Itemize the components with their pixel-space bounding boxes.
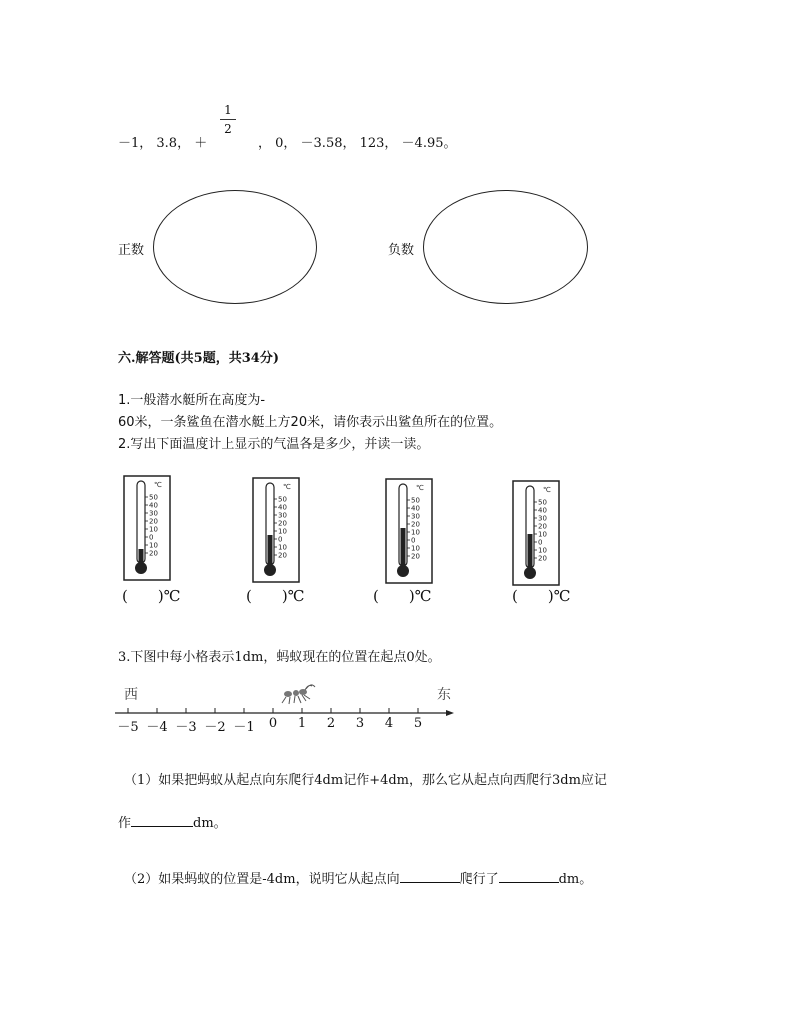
numbers-line — [118, 132, 207, 151]
ant-icon — [282, 685, 315, 704]
thermometer-tick-label: 50 — [149, 493, 158, 502]
thermometer-tick-label: 20 — [411, 552, 420, 561]
thermometer-tick-label: 30 — [149, 509, 158, 518]
fraction-bar — [220, 119, 236, 120]
number-line-tick-label: 5 — [413, 716, 423, 731]
q3-sub2-blank-direction[interactable] — [400, 870, 460, 883]
thermometer-tick-label: 20 — [538, 554, 547, 563]
q3-sub1-blank[interactable] — [131, 814, 193, 827]
answer-4[interactable]: ( )℃ — [512, 587, 571, 605]
positive-label: 正数 — [118, 243, 145, 258]
thermometer-tick-label: 10 — [149, 541, 158, 550]
thermometer-2 — [252, 477, 300, 583]
number-line-tick-label: 3 — [355, 716, 365, 731]
answer-1[interactable]: ( )℃ — [122, 587, 181, 605]
thermometer-tick-label: 10 — [411, 544, 420, 553]
thermometer-tick-label: 30 — [411, 512, 420, 521]
thermometer-tick-label: 0 — [278, 535, 283, 544]
thermometer-frame — [513, 481, 559, 585]
thermometer-tick-label: 20 — [538, 522, 547, 531]
numbers-part2-wrap — [258, 132, 457, 151]
q1-line2: 60米，一条鲨鱼在潜水艇上方20米，请你表示出鲨鱼所在的位置。 — [118, 415, 503, 430]
thermometer-mercury — [528, 534, 533, 571]
thermometer-tick-label: 0 — [411, 536, 416, 545]
thermometer-tick-label: 0 — [538, 538, 543, 547]
thermometer-unit: ℃ — [416, 484, 424, 492]
q3-sub2-line — [124, 868, 592, 887]
east-label: 东 — [437, 687, 451, 703]
thermometer-unit: ℃ — [543, 486, 551, 494]
fraction-numerator: 1 — [224, 103, 232, 117]
fraction-one-half — [220, 103, 236, 136]
number-line-tick-label: 1 — [297, 716, 307, 731]
q3-text: 3.下图中每小格表示1dm，蚂蚁现在的位置在起点0处。 — [118, 650, 441, 665]
q2-text: 2.写出下面温度计上显示的气温各是多少，并读一读。 — [118, 437, 430, 452]
negative-label: 负数 — [388, 243, 415, 258]
thermometer-tick-label: 20 — [149, 549, 158, 558]
thermometer-tick-label: 20 — [149, 517, 158, 526]
thermometer-tick-label: 10 — [278, 527, 287, 536]
thermometer-tick-label: 20 — [278, 519, 287, 528]
thermometer-tick-label: 40 — [538, 506, 547, 515]
answer-2[interactable]: ( )℃ — [246, 587, 305, 605]
number-line-tick-label: －4 — [146, 720, 168, 735]
q3-sub2-blank-distance[interactable] — [499, 870, 559, 883]
thermometer-tick-label: 0 — [149, 533, 154, 542]
thermometer-tick-label: 30 — [538, 514, 547, 523]
positive-set-ellipse[interactable] — [153, 190, 317, 304]
thermometer-tick-label: 50 — [278, 495, 287, 504]
thermometer-tick-label: 10 — [149, 525, 158, 534]
fraction-denominator: 2 — [224, 122, 232, 136]
q3-sub1-line1: （1）如果把蚂蚁从起点向东爬行4dm记作+4dm，那么它从起点向西爬行3dm应记 — [124, 773, 607, 788]
number-line-tick-label: 2 — [326, 716, 336, 731]
west-label: 西 — [124, 687, 138, 703]
numbers-part1: －1， 3.8， ＋ — [118, 136, 208, 151]
thermometer-tick-label: 50 — [538, 498, 547, 507]
thermometer-tick-label: 40 — [411, 504, 420, 513]
thermometer-frame — [124, 476, 170, 580]
thermometer-mercury — [268, 535, 273, 568]
answer-3[interactable]: ( )℃ — [373, 587, 432, 605]
number-line-tick-label: 4 — [384, 716, 394, 731]
q1-line1: 1.一般潜水艇所在高度为- — [118, 393, 266, 408]
thermometer-frame — [386, 479, 432, 583]
thermometer-tick-label: 10 — [411, 528, 420, 537]
section-title: 六.解答题(共5题，共34分) — [118, 351, 279, 366]
thermometer-unit: ℃ — [154, 481, 162, 489]
q3-sub2-middle: 爬行了 — [459, 872, 499, 887]
thermometer-1 — [123, 475, 171, 581]
thermometer-4 — [512, 480, 560, 586]
thermometer-tick-label: 50 — [411, 496, 420, 505]
thermometer-tick-label: 10 — [538, 530, 547, 539]
number-line-ticks — [128, 708, 418, 713]
thermometer-mercury — [139, 549, 144, 566]
thermometer-tick-label: 20 — [278, 551, 287, 560]
numbers-part2: ， 0， －3.58， 123， －4.95。 — [258, 136, 457, 151]
thermometer-tick-label: 10 — [538, 546, 547, 555]
q3-sub1-suffix: dm。 — [193, 816, 227, 831]
thermometer-tick-label: 20 — [411, 520, 420, 529]
number-line-arrow — [446, 710, 454, 716]
number-line-tick-label: －5 — [117, 720, 139, 735]
number-line-tick-label: －1 — [233, 720, 255, 735]
q3-sub2-prefix: （2）如果蚂蚁的位置是-4dm，说明它从起点向 — [124, 872, 400, 887]
thermometer-3 — [385, 478, 433, 584]
q3-sub2-suffix: dm。 — [558, 872, 593, 887]
thermometer-mercury — [401, 528, 406, 569]
number-line-tick-label: －2 — [204, 720, 226, 735]
thermometer-unit: ℃ — [283, 483, 291, 491]
q3-sub1-line2 — [118, 812, 227, 831]
number-line-tick-label: 0 — [268, 716, 278, 731]
negative-set-ellipse[interactable] — [423, 190, 588, 304]
number-line-tick-label: －3 — [175, 720, 197, 735]
thermometer-tick-label: 30 — [278, 511, 287, 520]
thermometer-tick-label: 10 — [278, 543, 287, 552]
q3-sub1-prefix: 作 — [118, 816, 132, 831]
thermometer-tick-label: 40 — [149, 501, 158, 510]
thermometer-frame — [253, 478, 299, 582]
thermometer-tick-label: 40 — [278, 503, 287, 512]
